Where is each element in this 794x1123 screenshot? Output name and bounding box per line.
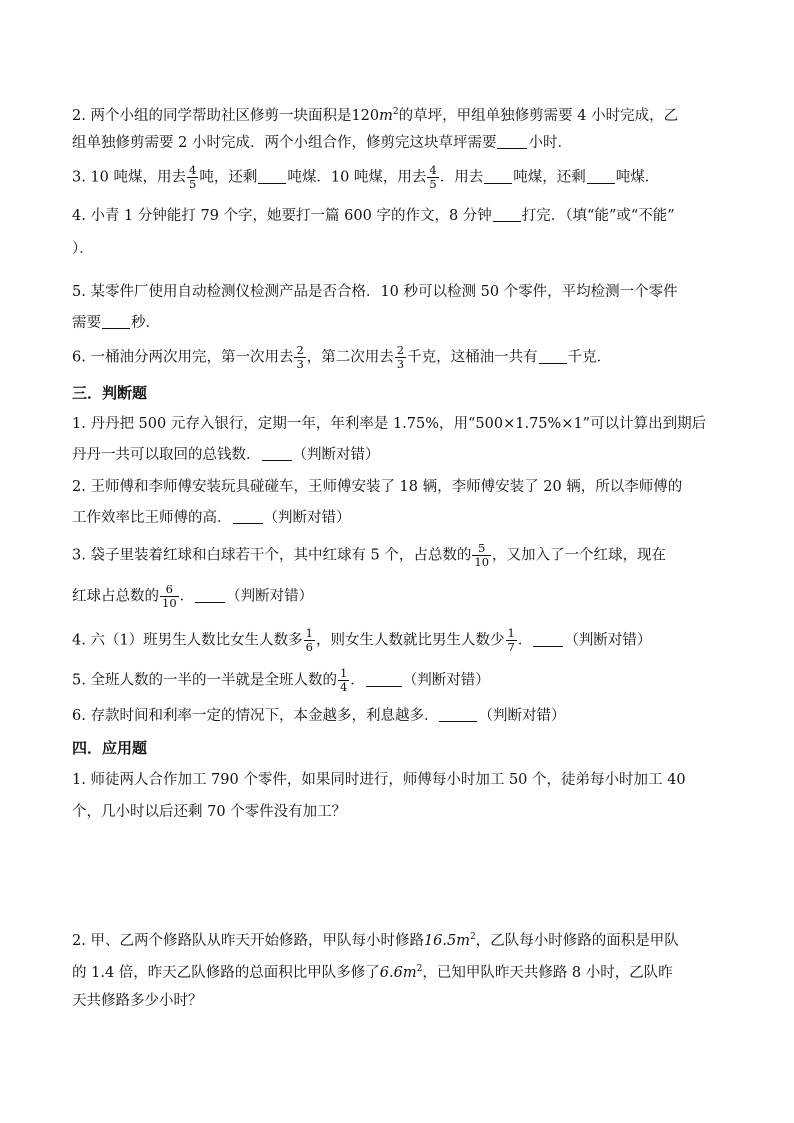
fraction: $\frac{6}{10}$	[162, 582, 177, 610]
question-2-2-line-1: 2. 两个小组的同学帮助社区修剪一块面积是$120m^2$的草坪，甲组单独修剪需要 4 小时完成，乙	[72, 107, 679, 124]
fraction: $\frac{4}{5}$	[189, 163, 197, 191]
fraction: $\frac{1}{7}$	[507, 626, 515, 654]
question-3-2-line-2: 工作效率比王师傅的高． （判断对错）	[72, 510, 351, 526]
question-3-1-line-2: 丹丹一共可以取回的总钱数． （判断对错）	[72, 447, 380, 463]
fraction: $\frac{2}{3}$	[396, 343, 405, 371]
question-2-4-line-2: ）．	[72, 241, 94, 257]
question-3-2-line-1: 2. 王师傅和李师傅安装玩具碰碰车，王师傅安装了 18 辆，李师傅安装了 20 辆，所以李师傅的	[72, 479, 683, 495]
answer-blank[interactable]	[366, 672, 402, 687]
question-3-6: 6. 存款时间和利率一定的情况下，本金越多，利息越多． （判断对错）	[72, 708, 566, 724]
answer-blank[interactable]	[587, 169, 615, 184]
question-2-4-line-1: 4. 小青 1 分钟能打 79 个字，她要打一篇 600 字的作文，8 分钟 打完．（填“能”或“不能”	[72, 208, 675, 224]
question-2-6: 6. 一桶油分两次用完，第一次用去 $\frac{2}{3}$ ，第二次用去 $\frac{2}{3}$ 千克，这桶油一共有 千克．	[72, 343, 612, 371]
question-2-3: 3. 10 吨煤，用去 $\frac{4}{5}$ 吨，还剩 吨煤．10 吨煤，用去 $\frac{4}{5}$ ．用去 吨煤，还剩 吨煤．	[72, 163, 660, 191]
question-2-5-line-1: 5. 某零件厂使用自动检测仪检测产品是否合格．10 秒可以检测 50 个零件，平均检测一个零件	[72, 284, 678, 300]
question-4-2-line-1: 2. 甲、乙两个修路队从昨天开始修路，甲队每小时修路$16.5m^2$，乙队每小时修路的面积是甲队	[72, 932, 679, 949]
section-heading-judgement: 三．判断题	[72, 384, 148, 402]
answer-blank[interactable]	[539, 349, 567, 364]
answer-blank[interactable]	[493, 207, 521, 222]
area-value: 120	[351, 107, 380, 124]
question-3-5: 5. 全班人数的一半的一半就是全班人数的 $\frac{1}{4}$ ． （判断对错）	[72, 666, 490, 694]
answer-blank[interactable]	[484, 169, 512, 184]
answer-blank[interactable]	[497, 134, 527, 149]
answer-blank[interactable]	[533, 632, 563, 647]
answer-blank[interactable]	[439, 707, 477, 722]
fraction: $\frac{4}{5}$	[429, 163, 437, 191]
question-4-1-line-1: 1. 师徒两人合作加工 790 个零件，如果同时进行，师傅每小时加工 50 个，徒弟每小时加工 40	[72, 772, 686, 788]
question-3-1-line-1: 1. 丹丹把 500 元存入银行，定期一年，年利率是 1.75%，用“500×1.75%×1”可以计算出到期后	[72, 416, 707, 432]
fraction: $\frac{1}{6}$	[305, 626, 313, 654]
question-4-2-line-2: 的 1.4 倍，昨天乙队修路的总面积比甲队多修了$6.6m^2$，已知甲队昨天共修路 8 小时，乙队昨	[72, 964, 673, 981]
question-3-3-line-1: 3. 袋子里装着红球和白球若干个，其中红球有 5 个，占总数的 $\frac{5}{10}$ ，又加入了一个红球，现在	[72, 541, 667, 569]
question-4-2-line-3: 天共修路多少小时？	[72, 993, 203, 1009]
answer-blank[interactable]	[262, 446, 292, 461]
answer-blank[interactable]	[195, 588, 225, 603]
question-3-3-line-2: 红球占总数的 $\frac{6}{10}$ ． （判断对错）	[72, 582, 314, 610]
answer-blank[interactable]	[233, 509, 263, 524]
answer-blank[interactable]	[258, 169, 286, 184]
question-3-4: 4. 六（1）班男生人数比女生人数多 $\frac{1}{6}$ ，则女生人数就比男生人数少 $\frac{1}{7}$ ． （判断对错）	[72, 626, 652, 654]
fraction: $\frac{1}{4}$	[339, 666, 348, 694]
fraction: $\frac{2}{3}$	[296, 343, 304, 371]
fraction: $\frac{5}{10}$	[474, 541, 490, 569]
question-2-2-line-2: 组单独修剪需要 2 小时完成．两个小组合作，修剪完这块草坪需要 小时．	[72, 135, 572, 151]
question-4-1-line-2: 个，几小时以后还剩 70 个零件没有加工？	[72, 804, 347, 820]
question-2-5-line-2: 需要 秒．	[72, 315, 160, 331]
section-heading-application: 四．应用题	[72, 739, 148, 757]
answer-blank[interactable]	[102, 314, 130, 329]
